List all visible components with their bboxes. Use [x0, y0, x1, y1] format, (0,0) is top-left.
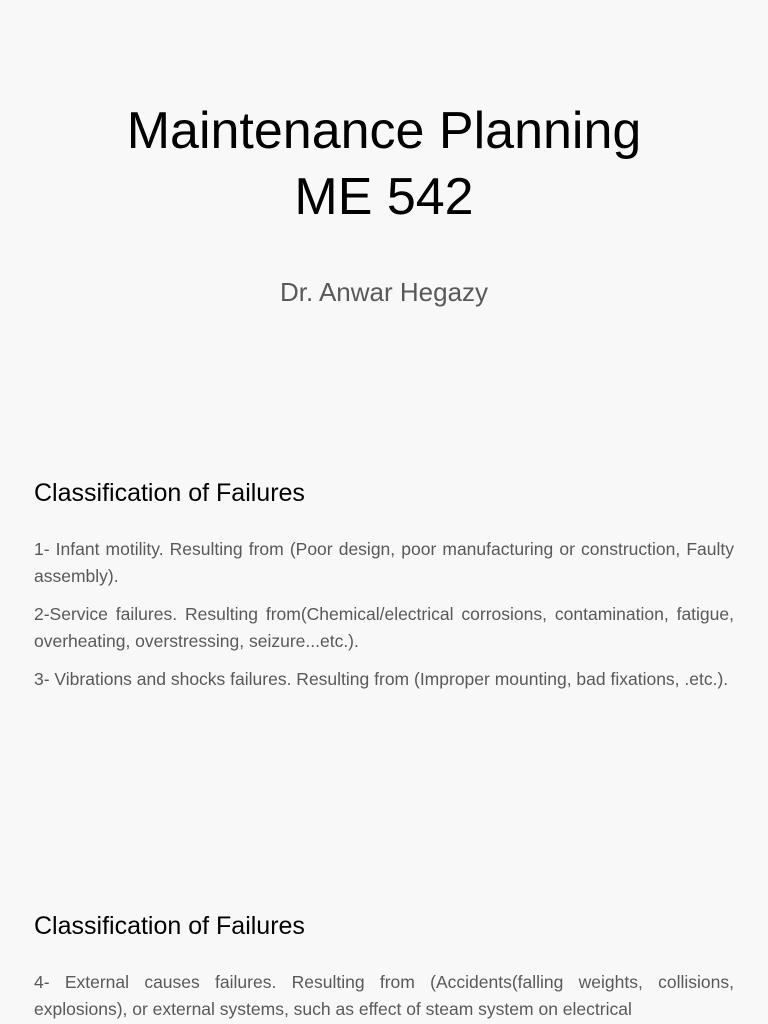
failure-item-2: 2-Service failures. Resulting from(Chemical/electrical corrosions, contamination, fatigue, overheating, overstressing, seizure...etc.).	[34, 604, 734, 651]
failure-item-4: 4- External causes failures. Resulting from (Accidents(falling weights, collisions, explosions), or external systems, such as effect of steam system on electrical	[34, 972, 734, 1019]
main-title	[0, 98, 768, 230]
author-name: Dr. Anwar Hegazy	[279, 277, 489, 307]
section-heading-1: Classification of Failures	[34, 479, 305, 507]
title-line-1: Maintenance Planning	[126, 102, 642, 160]
failure-list-1	[34, 536, 734, 705]
failure-item-3: 3- Vibrations and shocks failures. Resulting from (Improper mounting, bad fixations, .etc.).	[34, 669, 729, 689]
title-line-2: ME 542	[294, 168, 474, 226]
section-heading-2: Classification of Failures	[34, 912, 305, 940]
failure-item-1: 1- Infant motility. Resulting from (Poor design, poor manufacturing or construction, Faulty assembly).	[34, 539, 734, 586]
failure-list-2	[34, 969, 734, 1024]
title-slide	[0, 0, 768, 430]
